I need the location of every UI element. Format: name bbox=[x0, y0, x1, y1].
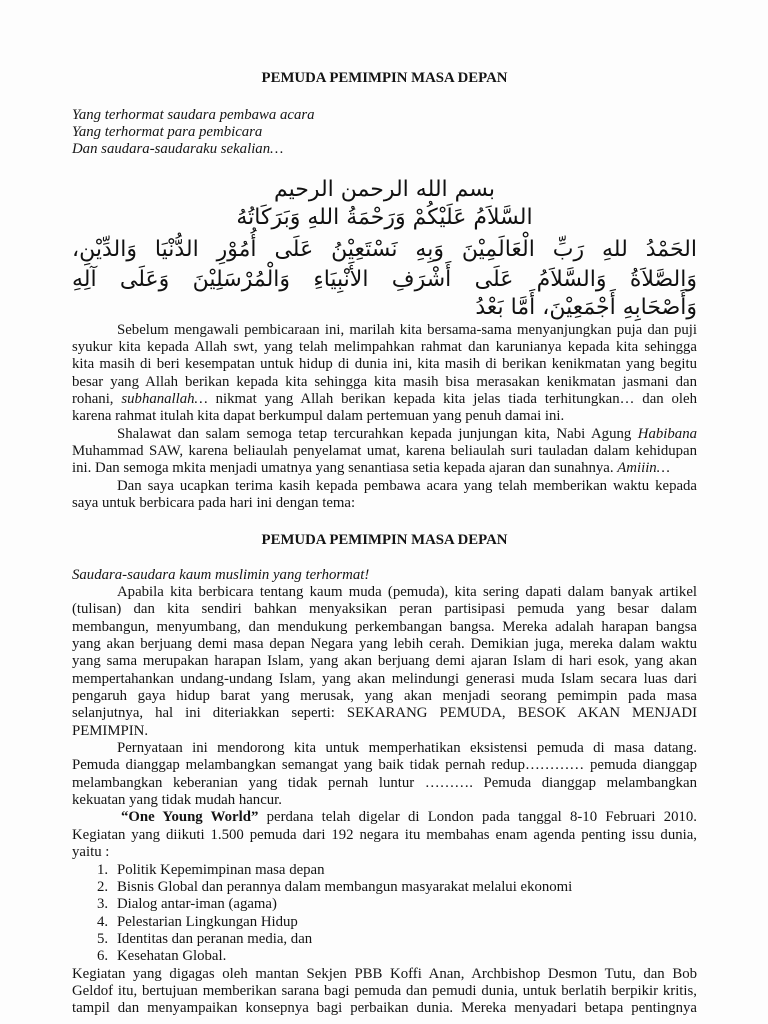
italic-phrase: subhanallah… bbox=[121, 390, 208, 407]
paragraph-line: melambangkan keberanian yang tidak pernah luntur ………. Pemuda dianggap melambangkan bbox=[72, 774, 697, 791]
paragraph-line bbox=[72, 460, 697, 477]
paragraph-line: yang akan berjuang demi masa depan Negara yang lebih cerah. Demikian juga, mereka dalam waktu bbox=[72, 635, 697, 652]
salutation-line: Yang terhormat para pembicara bbox=[72, 123, 263, 140]
paragraph-line: Kegiatan yang digagas oleh mantan Sekjen PBB Koffi Anan, Archbishop Desmon Tutu, dan Bob bbox=[72, 965, 697, 982]
paragraph-line: syukur kita kepada Allah swt, yang telah melimpahkan rahmat dan karunianya kepada kita sehingga bbox=[72, 338, 697, 355]
paragraph-line: kekuatan yang tidak mudah hancur. bbox=[72, 792, 282, 809]
paragraph-line: membangun, menyumbang, dan mendukung perkembangan bangsa. Mereka adalah harapan bangsa bbox=[72, 618, 697, 635]
paragraph-line: tampil dan menyampaikan konsepnya bagi perbaikan dunia. Mereka menyadari betapa pentingnya bbox=[72, 1000, 697, 1017]
arabic-praise-line: وَأَصْحَابِهِ أَجْمَعِيْنَ، أَمَّا بَعْدُ bbox=[475, 295, 697, 320]
paragraph-line bbox=[121, 809, 697, 826]
paragraph-line: karena rahmat itulah kita dapat berkumpul dalam pertemuan yang penuh damai ini. bbox=[72, 408, 565, 425]
paragraph-line: yaitu : bbox=[72, 844, 110, 861]
paragraph-line bbox=[72, 391, 697, 408]
paragraph-line: Pernyataan ini mendorong kita untuk memperhatikan eksistensi pemuda di masa datang. bbox=[117, 740, 697, 756]
salutation-line: Yang terhormat saudara pembawa acara bbox=[72, 106, 315, 123]
paragraph-line: Apabila kita berbicara tentang kaum muda (pemuda), kita sering dapati dalam banyak artikel bbox=[117, 583, 697, 600]
italic-phrase: Habibana bbox=[637, 425, 697, 442]
paragraph-line: kita masih di beri kesempatan untuk hidup di dunia ini, kita masih di berikan kenikmatan yang begitu bbox=[72, 356, 697, 373]
paragraph-line: Dan saya ucapkan terima kasih kepada pembawa acara yang telah memberikan waktu kepada bbox=[117, 477, 697, 494]
arabic-praise-line: وَالصَّلاَةُ وَالسَّلاَمُ عَلَى أَشْرَفِ الأَنْبِيَاءِ وَالْمُرْسَلِيْنَ وَعَلَى آلِهِ bbox=[72, 267, 697, 292]
salutation-line: Dan saudara-saudaraku sekalian… bbox=[72, 140, 284, 157]
arabic-praise-line: الحَمْدُ للهِ رَبِّ الْعَالَمِيْنَ وَبِهِ نَسْتَعِيْنُ عَلَى أُمُوْرِ الدُّنْيَا وَالدِّيْنِ، bbox=[72, 237, 697, 262]
line-text: ini. Dan semoga mkita menjadi umatnya yang senantiasa setia kepada ajaran dan sunahnya. bbox=[72, 460, 618, 477]
list-text: Bisnis Global dan perannya dalam membangun masyarakat melalui ekonomi bbox=[117, 878, 573, 895]
paragraph-line: Pemuda dianggap melambangkan semangat yang baik tidak pernah redup………… pemuda dianggap bbox=[72, 757, 697, 774]
paragraph-line: mempertahankan undang-undang Islam, yang akan melindungi generasi muda Islam secara luas dari bbox=[72, 670, 697, 687]
paragraph-line: Kegiatan yang diikuti 1.500 pemuda dari 192 negara itu membahas enam agenda penting issu dunia, bbox=[72, 826, 697, 843]
paragraph-line: yang sama merupakan harapan Islam, yang akan berjuang demi ajaran Islam di hari esok, yang akan bbox=[72, 653, 697, 670]
list-text: Identitas dan peranan media, dan bbox=[117, 930, 313, 947]
italic-phrase: Amiiin… bbox=[617, 460, 670, 477]
agenda-list-item bbox=[97, 896, 697, 913]
agenda-list-item bbox=[97, 879, 697, 896]
list-text: Dialog antar-iman (agama) bbox=[117, 896, 277, 913]
agenda-list-item bbox=[97, 948, 697, 965]
paragraph-line bbox=[117, 426, 697, 443]
page-title: PEMUDA PEMIMPIN MASA DEPAN bbox=[261, 69, 508, 86]
list-number: 6. bbox=[97, 948, 109, 965]
agenda-list-item bbox=[97, 862, 697, 879]
line-text: nikmat yang Allah berikan kepada kita jelas tiada terhitungkan… dan oleh bbox=[207, 390, 698, 407]
list-number: 2. bbox=[97, 878, 109, 895]
paragraph-line: selanjutnya, hal ini diteriakkan seperti: SEKARANG PEMUDA, BESOK AKAN MENJADI bbox=[72, 705, 697, 722]
paragraph-line: PEMIMPIN. bbox=[72, 722, 149, 739]
paragraph-line: besar yang Allah berikan kepada kita sehingga kita masih bisa merasakan kenikmatan jasmani dan bbox=[72, 373, 697, 390]
line-text: Shalawat dan salam semoga tetap tercurahkan kepada junjungan kita, Nabi Agung bbox=[117, 425, 638, 442]
agenda-list-item bbox=[97, 914, 697, 931]
paragraph-line: Muhammad SAW, karena beliaulah penyelamat umat, karena beliaulah suri tauladan dalam kehidupan bbox=[72, 443, 697, 459]
list-number: 1. bbox=[97, 861, 109, 878]
paragraph-line: (tulisan) dan kita sendiri bahkan menyaksikan peran partisipasi pemuda yang besar dalam bbox=[72, 601, 697, 618]
bold-event-name: “One Young World” bbox=[121, 809, 259, 826]
agenda-list-item bbox=[97, 931, 697, 948]
arabic-basmalah: بسم الله الرحمن الرحيم bbox=[273, 177, 496, 202]
address-line: Saudara-saudara kaum muslimin yang terhormat! bbox=[72, 566, 370, 583]
paragraph-line: pengaruh gaya hidup barat yang merusak, yang akan menjadi seorang pemimpin pada masa bbox=[72, 688, 697, 704]
paragraph-line: saya untuk berbicara pada hari ini dengan tema: bbox=[72, 495, 356, 511]
list-number: 3. bbox=[97, 896, 109, 913]
paragraph-line: Geldof itu, bertujuan memberikan sarana bagi pemuda dan pemudi dunia, untuk berlatih berpikir kritis, bbox=[72, 982, 697, 999]
line-text: perdana telah digelar di London pada tanggal 8-10 Februari 2010. bbox=[258, 809, 697, 826]
list-text: Kesehatan Global. bbox=[117, 948, 227, 965]
list-text: Pelestarian Lingkungan Hidup bbox=[117, 913, 298, 930]
list-number: 4. bbox=[97, 913, 109, 930]
list-number: 5. bbox=[97, 930, 109, 947]
arabic-greeting: السَّلاَمُ عَلَيْكُمْ وَرَحْمَةُ اللهِ وَبَرَكَاتُهُ bbox=[236, 205, 533, 230]
paragraph-line: Sebelum mengawali pembicaraan ini, marilah kita bersama-sama menyanjungkan puja dan puji bbox=[117, 321, 697, 338]
list-text: Politik Kepemimpinan masa depan bbox=[117, 861, 325, 878]
line-text: rohani, bbox=[72, 390, 122, 407]
theme-title: PEMUDA PEMIMPIN MASA DEPAN bbox=[261, 531, 508, 548]
